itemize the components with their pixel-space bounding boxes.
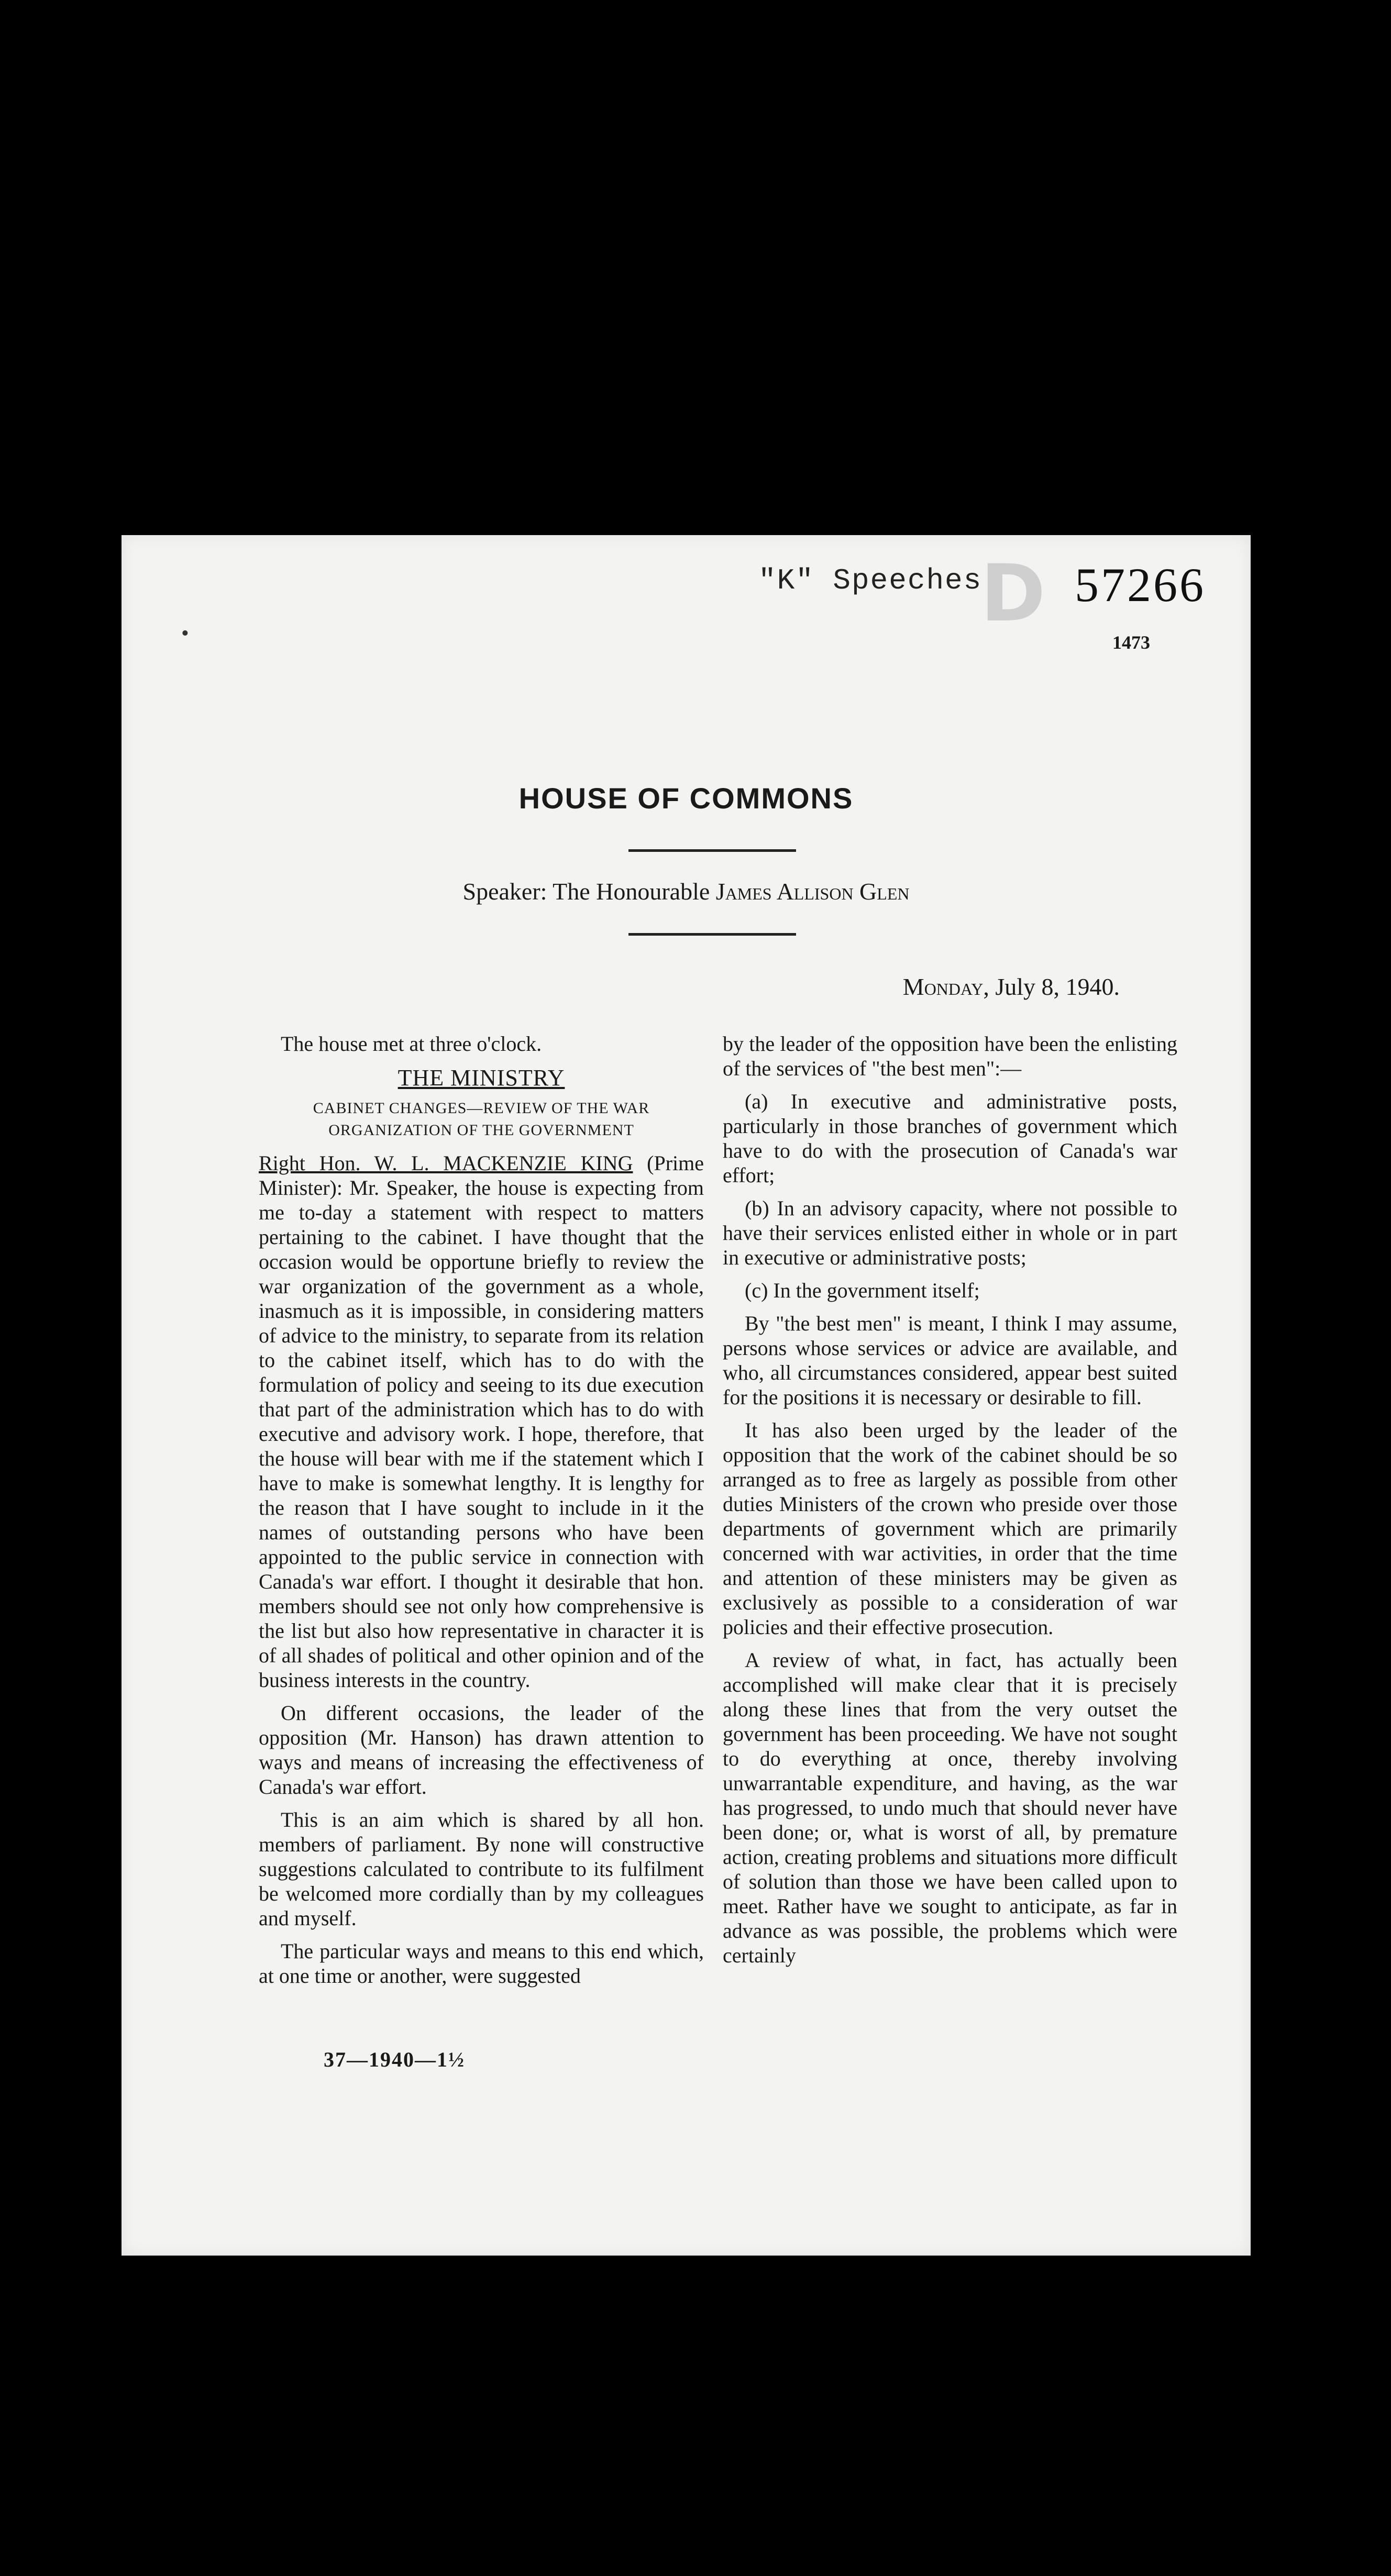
title-rule-bottom	[628, 933, 796, 936]
document-page	[122, 535, 1251, 2256]
title-rule-top	[628, 849, 796, 852]
stamp-letter: D	[980, 548, 1046, 639]
list-item-c: (c) In the government itself;	[745, 1279, 980, 1302]
page-number: 1473	[1112, 632, 1150, 653]
opening-line: The house met at three o'clock.	[281, 1032, 542, 1056]
speaker-attribution: Right Hon. W. L. MACKENZIE KING	[259, 1151, 633, 1175]
list-item-b: (b) In an advisory capacity, where not possible to have their services enlisted either in whole or in part in executive or administrative posts;	[723, 1196, 1177, 1269]
margin-mark: •	[181, 621, 189, 646]
right-paragraph-4: A review of what, in fact, has actually been accomplished will make clear that it is precisely along these lines that from the very outset the government has been proceeding. We have not sought to do everything at once, thereby involving unwarrantable expenditure, and having, as the war has progressed, to undo much that should never have been done; or, what is worst of all, by premature action, creating problems and situations more difficult of solution than those we have been called upon to meet. Rather have we sought to anticipate, as far in advance as was possible, the problems which were certainly	[723, 1648, 1177, 1967]
speaker-prefix: Speaker: The Honourable	[462, 878, 716, 905]
date-day: Monday	[902, 973, 984, 1000]
section-title: THE MINISTRY	[398, 1065, 565, 1091]
speeches-stamp: "K" Speeches	[758, 564, 982, 597]
list-item-a: (a) In executive and administrative posts, particularly in those branches of government which have to do with the prosecution of Canada's war effort;	[723, 1090, 1177, 1187]
footer-code: 37—1940—1½	[324, 2048, 465, 2071]
speech-text-1: (Prime Minister): Mr. Speaker, the house is expecting from me to-day a statement with respect to matters pertaining to the cabinet. I have thought that the occasion would be opportune briefly to review the war organization of the government as a whole, inasmuch as it is impossible, in considering matters of advice to the ministry, to separate from its relation to the cabinet itself, which has to do with the formulation of policy and seeing to its due execution that part of the administration which has to do with executive and advisory work. I hope, therefore, that the house will bear with me if the statement which I have to make is somewhat lengthy. It is lengthy for the reason that I have sought to include in it the names of outstanding persons who have been appointed to the public service in connection with Canada's war effort. I thought it desirable that hon. members should see not only how comprehensive is the list but also how representative in character it is of all shades of political and other opinion and of the business interests in the country.	[259, 1151, 704, 1692]
document-number: 57266	[1075, 558, 1206, 612]
speech-paragraph-4: The particular ways and means to this end which, at one time or another, were suggested	[259, 1939, 704, 1987]
speech-paragraph-2: On different occasions, the leader of the opposition (Mr. Hanson) has drawn attention to ways and means of increasing the effectiveness of Canada's war effort.	[259, 1701, 704, 1798]
date-rest: , July 8, 1940.	[983, 973, 1120, 1000]
right-paragraph-1: by the leader of the opposition have been the enlisting of the services of "the best men":—	[723, 1032, 1177, 1080]
left-column	[259, 1031, 704, 1996]
page-title: HOUSE OF COMMONS	[518, 782, 854, 815]
right-paragraph-2: By "the best men" is meant, I think I may assume, persons whose services or advice are available, and who, all circumstances considered, appear best suited for the positions it is necessary or desirable to fill.	[723, 1312, 1177, 1409]
speech-paragraph-1	[259, 1151, 704, 1692]
right-column	[723, 1031, 1177, 1976]
speech-paragraph-3: This is an aim which is shared by all hon. members of parliament. By none will constructive suggestions calculated to contribute to its fulfilment be welcomed more cordially than by my colleagues and myself.	[259, 1808, 704, 1930]
speaker-name: James Allison Glen	[715, 878, 910, 905]
right-paragraph-3: It has also been urged by the leader of the opposition that the work of the cabinet should be so arranged as to free as largely as possible from other duties Ministers of the crown who preside over those departments of government which are primarily concerned with war activities, in order that the time and attention of these ministers may be given as exclusively as possible to a consideration of war policies and their effective prosecution.	[723, 1418, 1177, 1639]
sitting-date	[903, 973, 1120, 1001]
section-subhead: CABINET CHANGES—REVIEW OF THE WAR ORGANIZATION OF THE GOVERNMENT	[313, 1100, 650, 1139]
speaker-line	[122, 878, 1251, 905]
